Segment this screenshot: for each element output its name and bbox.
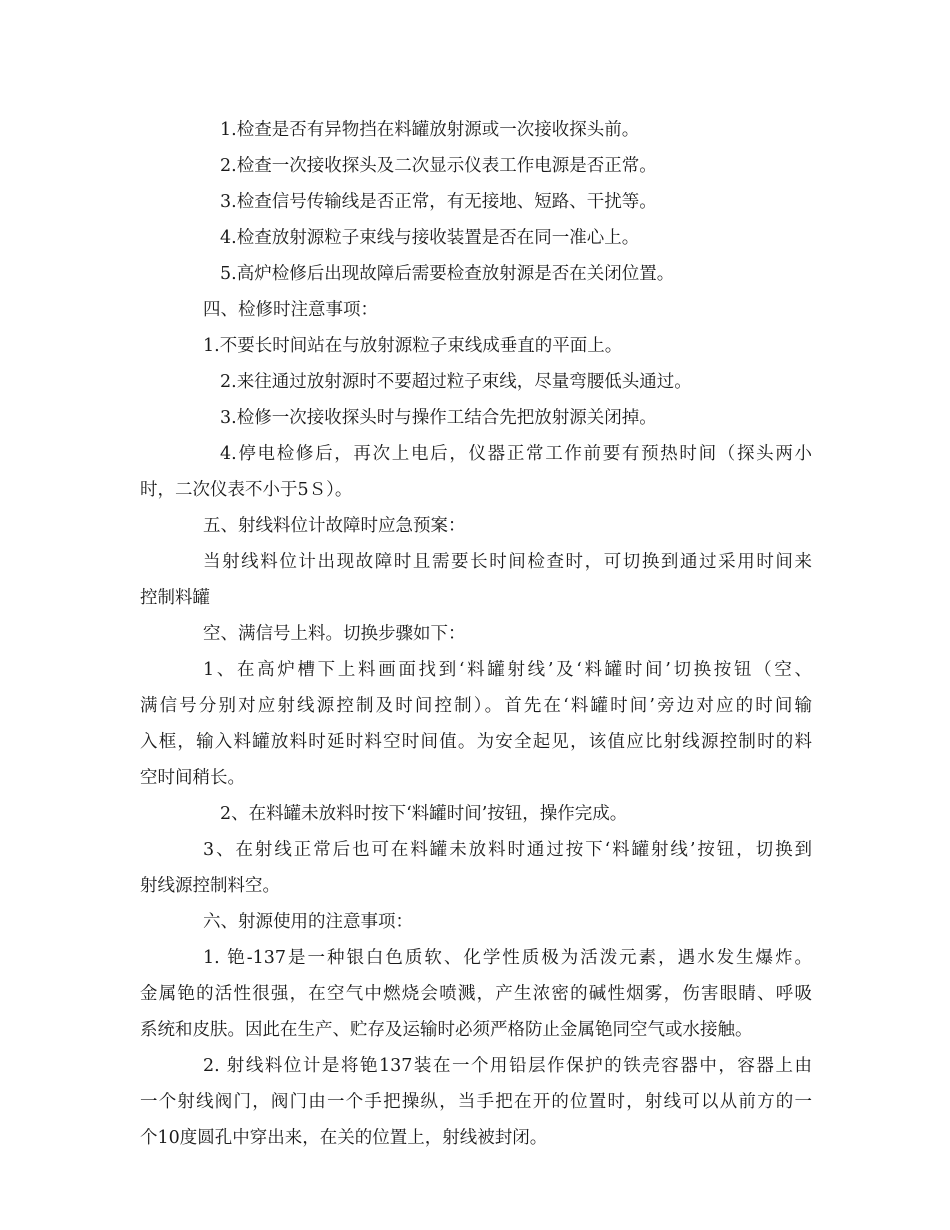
section-heading: 五、射线料位计故障时应急预案： — [203, 516, 466, 536]
paragraph-line: 2、在料罐未放料时按下‘料罐时间’按钮，操作完成。 — [220, 804, 628, 824]
paragraph-line: 5.高炉检修后出现故障后需要检查放射源是否在关闭位置。 — [220, 264, 675, 284]
paragraph-line: 1.不要长时间站在与放射源粒子束线成垂直的平面上。 — [203, 336, 623, 356]
paragraph-line: 金属铯的活性很强，在空气中燃烧会喷溅，产生浓密的碱性烟雾，伤害眼睛、呼吸 — [140, 984, 812, 1004]
paragraph-line: 4.检查放射源粒子束线与接收装置是否在同一准心上。 — [220, 228, 640, 248]
paragraph-line: 3、在射线正常后也可在料罐未放料时通过按下‘料罐射线’按钮，切换到 — [203, 840, 812, 860]
paragraph-line: 1.检查是否有异物挡在料罐放射源或一次接收探头前。 — [220, 120, 640, 140]
document-body — [140, 112, 812, 1156]
paragraph-line: 2.检查一次接收探头及二次显示仪表工作电源是否正常。 — [220, 156, 657, 176]
paragraph-line: 一个射线阀门，阀门由一个手把操纵，当手把在开的位置时，射线可以从前方的一 — [140, 1092, 812, 1112]
paragraph-line: 个10度圆孔中穿出来，在关的位置上，射线被封闭。 — [140, 1128, 548, 1148]
paragraph-line: 2. 射线料位计是将铯137装在一个用铅层作保护的铁壳容器中，容器上由 — [203, 1056, 812, 1076]
paragraph-line: 射线源控制料空。 — [140, 876, 280, 896]
paragraph-line: 3.检修一次接收探头时与操作工结合先把放射源关闭掉。 — [220, 408, 657, 428]
paragraph-line: 2.来往通过放射源时不要超过粒子束线，尽量弯腰低头通过。 — [220, 372, 692, 392]
paragraph-line: 4.停电检修后，再次上电后，仪器正常工作前要有预热时间（探头两小 — [220, 444, 812, 464]
paragraph-line: 空、满信号上料。切换步骤如下： — [203, 624, 466, 644]
section-heading: 四、检修时注意事项： — [203, 300, 378, 320]
paragraph-line: 满信号分别对应射线源控制及时间控制）。首先在‘料罐时间’旁边对应的时间输 — [140, 696, 812, 716]
paragraph-line: 1、在高炉槽下上料画面找到‘料罐射线’及‘料罐时间’切换按钮（空、 — [203, 660, 812, 680]
paragraph-line: 1. 铯-137是一种银白色质软、化学性质极为活泼元素，遇水发生爆炸。 — [203, 948, 812, 968]
paragraph-line: 时，二次仪表不小于5Ｓ）。 — [140, 480, 353, 500]
paragraph-line: 空时间稍长。 — [140, 768, 245, 788]
paragraph-line: 入框，输入料罐放料时延时料空时间值。为安全起见，该值应比射线源控制时的料 — [140, 732, 812, 752]
paragraph-line: 当射线料位计出现故障时且需要长时间检查时，可切换到通过采用时间来 — [203, 552, 812, 572]
section-heading: 六、射源使用的注意事项： — [203, 912, 413, 932]
paragraph-line: 3.检查信号传输线是否正常，有无接地、短路、干扰等。 — [220, 192, 657, 212]
paragraph-line: 控制料罐 — [140, 588, 210, 608]
paragraph-line: 系统和皮肤。因此在生产、贮存及运输时必须严格防止金属铯同空气或水接触。 — [140, 1020, 753, 1040]
